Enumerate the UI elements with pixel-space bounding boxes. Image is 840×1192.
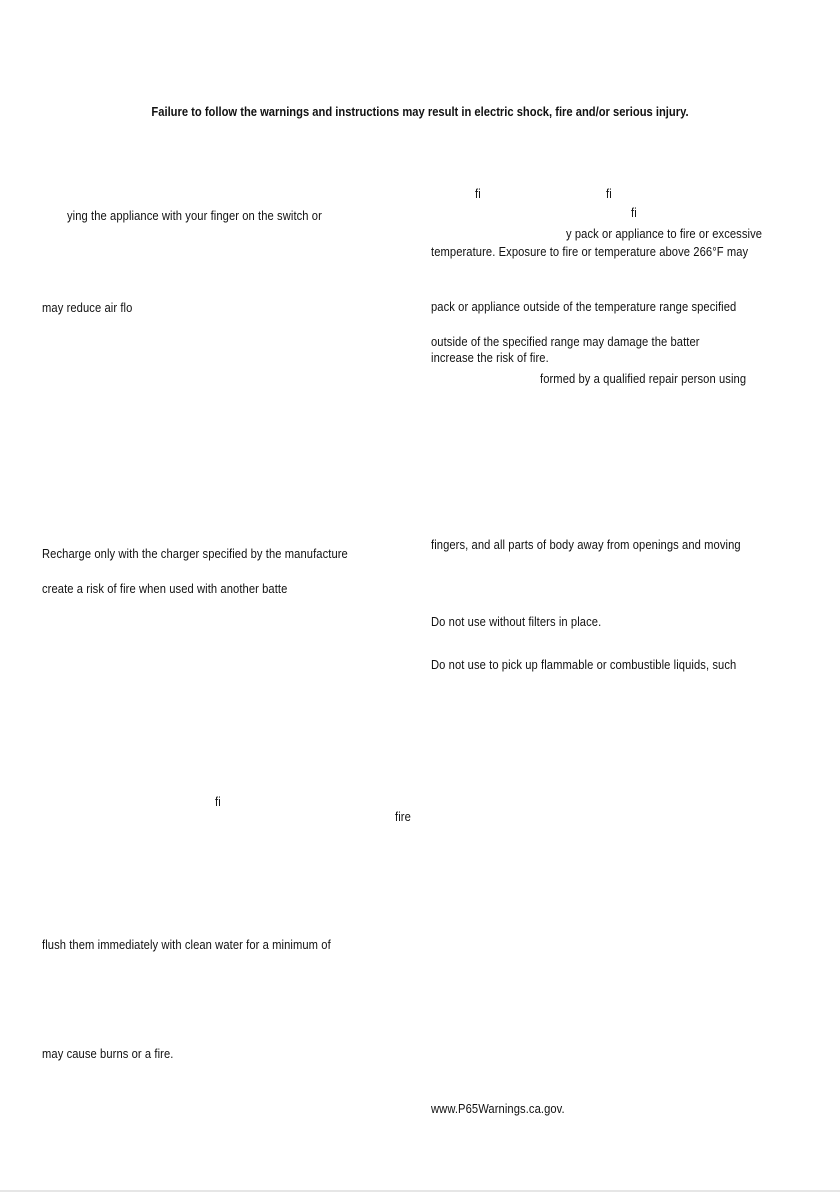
left-text-fragment: Recharge only with the charger specified by the manufacture (42, 546, 348, 561)
right-text-fragment: formed by a qualified repair person using (540, 371, 747, 386)
left-text-fragment: may cause burns or a fire. (42, 1046, 174, 1061)
right-text-fragment: fingers, and all parts of body away from openings and moving (431, 537, 741, 552)
right-text-fragment: increase the risk of fire. (431, 350, 549, 365)
left-text-fragment: ying the appliance with your finger on the switch or (67, 208, 322, 223)
left-text-fragment: may reduce air flo (42, 300, 133, 315)
right-text-fragment: outside of the specified range may damage the batter (431, 334, 700, 349)
left-text-fragment: flush them immediately with clean water for a minimum of (42, 937, 331, 952)
left-text-fragment: fi (215, 794, 221, 809)
right-text-fragment: temperature. Exposure to fire or temperature above 266°F may (431, 244, 749, 259)
right-text-fragment: fi (475, 186, 481, 201)
left-text-fragment: create a risk of fire when used with another batte (42, 581, 288, 596)
right-text-fragment: pack or appliance outside of the temperature range specified (431, 299, 737, 314)
right-text-fragment: y pack or appliance to fire or excessive (566, 226, 763, 241)
right-text-fragment: Do not use to pick up flammable or combustible liquids, such (431, 657, 737, 672)
right-text-fragment: www.P65Warnings.ca.gov. (431, 1101, 565, 1116)
safety-warning-header: Failure to follow the warnings and instructions may result in electric shock, fire and/or serious injury. (151, 104, 689, 119)
left-text-fragment: fire (395, 809, 411, 824)
right-text-fragment: Do not use without filters in place. (431, 614, 602, 629)
right-text-fragment: fi (631, 205, 637, 220)
right-text-fragment: fi (606, 186, 612, 201)
